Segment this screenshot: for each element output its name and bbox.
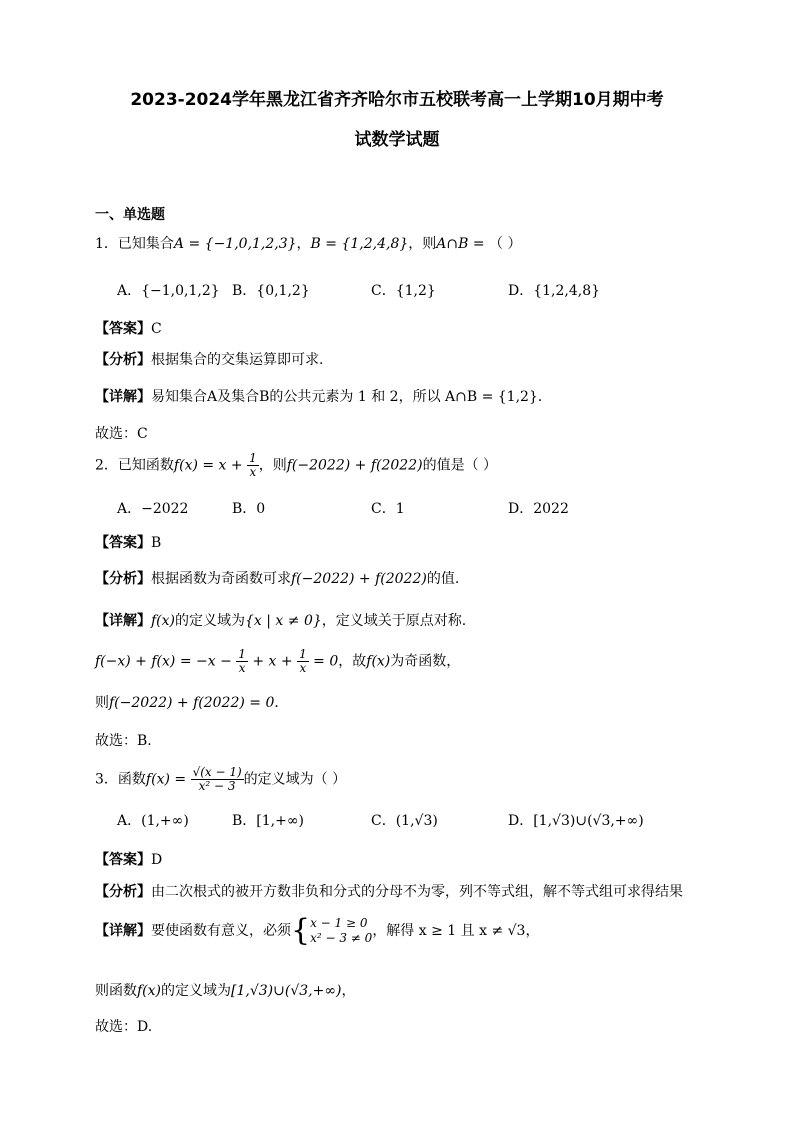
q3-answer-value: D [151, 852, 163, 868]
q2-answer [95, 532, 161, 552]
q1-answer-value: C [151, 321, 162, 337]
q3-detail [95, 913, 540, 948]
q2-analysis-post: 的值. [426, 571, 460, 587]
q3-frac-den: x² − 3 [198, 779, 236, 793]
q3-stem-pre: 3．函数 [95, 771, 146, 788]
q3-stem-post: 的定义域为（ ） [243, 771, 347, 788]
q3-system-row-1: x − 1 ≥ 0 [310, 916, 368, 930]
q1-analysis [95, 349, 323, 369]
section-heading: 一、单选题 [95, 207, 165, 223]
q1-set-b: B = {1,2,4,8} [310, 236, 409, 252]
q2-conclusion: 故选：B. [95, 733, 152, 749]
q3-conclusion: 故选：D. [95, 1019, 153, 1035]
q3-analysis-tag: 【分析】 [95, 884, 151, 900]
q3-system-row-2: x² − 3 ≠ 0 [310, 931, 373, 945]
q2-line2-c: = 0 [313, 653, 339, 670]
q3-answer-tag: 【答案】 [95, 852, 151, 868]
q3-option-a: A．(1,+∞) [117, 813, 189, 829]
q1-expr: A∩B [436, 236, 469, 252]
q3-detail-tag: 【详解】 [95, 923, 151, 939]
q2-analysis [95, 568, 459, 588]
q2-detail-line-2 [95, 648, 460, 675]
q3-option-c: C．(1,√3) [371, 813, 438, 829]
q3-option-d: D．[1,√3)∪(√3,+∞) [508, 813, 644, 829]
q3-line2-expr: f(x) [137, 983, 162, 999]
q3-option-b: B．[1,+∞) [232, 813, 304, 829]
q2-line2-frac-2 [297, 648, 309, 675]
q2-fx: f(x) = x + [173, 457, 243, 474]
q2-option-c: C．1 [371, 501, 405, 517]
q3-analysis-text: 由二次根式的被开方数非负和分式的分母不为零，列不等式组，解不等式组可求得结果 [151, 884, 683, 900]
q3-line2-pre: 则函数 [95, 983, 137, 999]
q2-line2-a: f(−x) + f(x) = −x − [95, 653, 232, 670]
q2-line2-frac-1-num: 1 [238, 647, 246, 661]
q2-stem-post: 的值是（ ） [422, 457, 498, 474]
q2-line2-post: ，故 [338, 653, 367, 670]
q1-answer-tag: 【答案】 [95, 321, 151, 337]
q2-line2-expr: f(x) [366, 653, 391, 670]
q1-option-c: C．{1,2} [371, 283, 436, 299]
q2-line2-frac-2-num: 1 [299, 647, 307, 661]
q2-line3-end: ． [274, 695, 289, 711]
q3-stem [95, 766, 346, 793]
q3-line2-domain: [1,√3)∪(√3,+∞) [231, 983, 342, 999]
q3-system-brace: { [291, 913, 311, 948]
q3-line2-mid: 的定义域为 [161, 983, 232, 999]
q2-analysis-tag: 【分析】 [95, 571, 151, 587]
q2-answer-tag: 【答案】 [95, 535, 151, 551]
q2-analysis-expr: f(−2022) + f(2022) [291, 571, 427, 587]
q1-option-d: D．{1,2,4,8} [508, 283, 601, 299]
q1-set-a: A = {−1,0,1,2,3} [173, 236, 297, 252]
q1-conclusion: 故选：C [95, 426, 148, 442]
q3-detail-line-2 [95, 980, 355, 1000]
q3-detail-post: ，解得 x ≥ 1 且 x ≠ √3， [372, 923, 540, 939]
q2-line3-expr: f(−2022) + f(2022) = 0 [109, 695, 275, 711]
q2-stem-mid: ，则 [258, 457, 287, 474]
q1-answer [95, 318, 162, 338]
q2-line2-frac-1 [236, 648, 248, 675]
q3-fx: f(x) = [145, 771, 187, 788]
q3-frac-num: √(x − 1) [192, 765, 242, 779]
q2-detail-domain: {x | x ≠ 0} [245, 613, 322, 629]
q2-analysis-pre: 根据函数为奇函数可求 [151, 571, 291, 587]
q1-stem [95, 233, 522, 253]
q2-detail-tag: 【详解】 [95, 613, 151, 629]
q2-line2-frac-1-den: x [238, 661, 246, 675]
document-title-line-1: 2023-2024学年黑龙江省齐齐哈尔市五校联考高一上学期10月期中考 [130, 90, 664, 110]
q2-stem-pre: 2．已知函数 [95, 457, 174, 474]
q2-expr: f(−2022) + f(2022) [286, 457, 423, 474]
q2-fraction [247, 452, 259, 479]
q1-stem-mid: ，则 [408, 236, 437, 252]
q3-analysis [95, 881, 683, 901]
q2-detail-line-3 [95, 692, 288, 712]
q3-fraction [191, 766, 244, 793]
q1-analysis-text: 根据集合的交集运算即可求. [151, 352, 324, 368]
q2-option-b: B．0 [232, 501, 266, 517]
q2-line2-frac-2-den: x [299, 661, 307, 675]
q2-frac-den: x [249, 465, 257, 479]
q2-frac-num: 1 [249, 451, 257, 465]
q1-option-a: A．{−1,0,1,2} [117, 283, 220, 299]
q2-answer-value: B [151, 535, 162, 551]
q2-detail-expr: f(x) [151, 613, 176, 629]
q2-option-a: A．−2022 [117, 501, 189, 517]
q1-detail-text: 易知集合A及集合B的公共元素为 1 和 2，所以 A∩B = {1,2}． [151, 389, 552, 405]
q1-analysis-tag: 【分析】 [95, 352, 151, 368]
q2-detail-post: ，定义域关于原点对称. [321, 613, 467, 629]
q1-stem-pre: 1．已知集合 [95, 236, 174, 252]
q2-line2-end: 为奇函数， [390, 653, 461, 670]
q3-line2-end: ， [341, 983, 356, 999]
q2-line2-b: + x + [252, 653, 293, 670]
q2-detail [95, 610, 466, 630]
q1-option-b: B．{0,1,2} [232, 283, 310, 299]
q2-detail-mid: 的定义域为 [175, 613, 246, 629]
document-title-line-2: 试数学试题 [354, 130, 440, 150]
q1-detail-tag: 【详解】 [95, 389, 151, 405]
q2-stem [95, 452, 497, 479]
q3-inequality-system [310, 916, 372, 946]
q3-detail-pre: 要使函数有意义，必须 [151, 923, 291, 939]
q2-option-d: D．2022 [508, 501, 569, 517]
q1-detail [95, 386, 552, 406]
q1-stem-post: = （ ） [468, 236, 522, 252]
q1-sep: ， [296, 236, 311, 252]
q3-answer [95, 849, 162, 869]
q2-line3-pre: 则 [95, 695, 109, 711]
